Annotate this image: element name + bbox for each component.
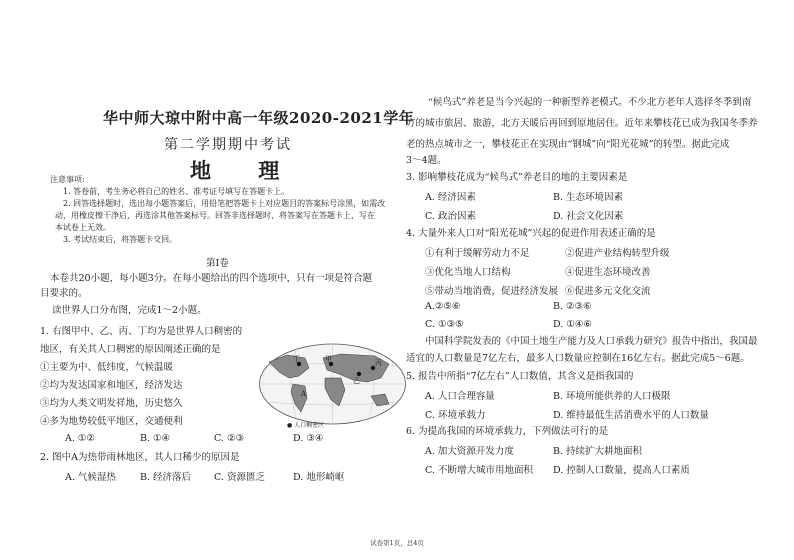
passage1-line: 老的热点城市之一，攀枝花正在实现由“钢城”向“阳光花城”的转型。据此完成 [406, 139, 730, 150]
map-label-yi: 乙 [353, 377, 360, 385]
q5-stem: 5. 报告中所指“7亿左右”人口数值，其含义是指我国的 [406, 371, 634, 382]
q3-option-a[interactable]: A. 经济因素 [425, 192, 476, 203]
q4-statement: ③优化当地人口结构 [425, 267, 511, 278]
q4-statement: ⑥促进多元文化交流 [565, 286, 651, 297]
note-line: 2. 回答选择题时，选出每小题答案后，用铅笔把答题卡上对应题目的答案标号涂黑，如需改 [63, 199, 386, 208]
map-label-bing: 丙 [375, 359, 382, 367]
q2-option-c[interactable]: C. 资源匮乏 [214, 472, 265, 483]
q2-option-b[interactable]: B. 经济落后 [140, 472, 192, 483]
q4-option-a[interactable]: A.②⑤⑥ [425, 301, 461, 312]
q1-statement: ②均为发达国家和地区，经济发达 [40, 380, 183, 391]
passage1-line: 3～4题。 [406, 155, 447, 166]
q4-option-c[interactable]: C. ①③⑤ [425, 319, 464, 330]
note-line: 3. 考试结束后，将答题卡交回。 [63, 235, 178, 244]
map-label-jia: 甲 [325, 355, 332, 363]
q6-option-a[interactable]: A. 加大资源开发力度 [425, 446, 514, 457]
exam-subtitle: 第二学期期中考试 [164, 137, 292, 153]
page-footer: 试卷第1页，总4页 [370, 539, 424, 547]
passage2-line: 适宜的人口数量是7亿左右，最多人口数量应控制在16亿左右。据此完成5～6题。 [406, 353, 750, 364]
passage1-line: “候鸟式”养老是当今兴起的一种新型养老模式。不少北方老年人选择冬季到南 [428, 97, 752, 108]
q4-statement: ②促进产业结构转型升级 [565, 248, 670, 259]
subject-title: 地 理 [190, 158, 300, 183]
q5-option-b[interactable]: B. 环境所能供养的人口极限 [553, 391, 671, 402]
q3-option-d[interactable]: D. 社会文化因素 [553, 211, 624, 222]
reading-instruction: 读世界人口分布图，完成1～2小题。 [52, 305, 207, 316]
q3-stem: 3. 影响攀枝花成为“候鸟式”养老目的地的主要因素是 [406, 172, 628, 183]
passage1-line: 方的城市旅居、旅游，北方天暖后再回到原地居住。近年来攀枝花已成为我国冬季养 [406, 118, 758, 129]
world-map-graphic [257, 340, 408, 432]
q3-option-b[interactable]: B. 生态环境因素 [553, 192, 624, 203]
q4-option-b[interactable]: B. ②③⑥ [553, 301, 592, 312]
map-label-a: A [301, 390, 307, 398]
section-title: 第Ⅰ卷 [206, 258, 229, 269]
q2-stem: 2. 图中A为热带雨林地区，其人口稀少的原因是 [40, 452, 240, 463]
q4-statement: ⑤带动当地消费，促进经济发展 [425, 286, 559, 297]
exam-title: 华中师大琼中附中高一年级2020-2021学年 [103, 109, 415, 127]
q2-option-d[interactable]: D. 地形崎岖 [293, 472, 345, 483]
q6-option-d[interactable]: D. 控制人口数量，提高人口素质 [553, 465, 690, 476]
q6-option-b[interactable]: B. 持续扩大耕地面积 [553, 446, 643, 457]
q4-option-d[interactable]: D. ①④⑥ [553, 319, 592, 330]
q5-option-d[interactable]: D. 维持最低生活消费水平的人口数量 [553, 410, 709, 421]
q1-statement: ③均为人类文明发祥地，历史悠久 [40, 398, 183, 409]
map-label-ding: 丁 [293, 355, 300, 363]
section-intro-cont: 目要求的。 [40, 288, 88, 299]
q5-option-c[interactable]: C. 环境承载力 [425, 410, 486, 421]
q4-statement: ④促进生态环境改善 [565, 267, 651, 278]
note-line: 动，用橡皮擦干净后，再选涂其他答案标号。回答非选择题时，将答案写在答题卡上，写在 [55, 211, 375, 220]
section-intro: 本卷共20小题，每小题3分。在每小题给出的四个选项中，只有一项是符合题 [50, 273, 373, 284]
q1-statement: ①主要为中、低纬度，气候温暖 [40, 362, 174, 373]
q1-stem: 1. 右图甲中、乙、丙、丁均为是世界人口稠密的 [40, 326, 243, 337]
q1-option-d[interactable]: D. ③④ [293, 433, 324, 444]
q4-statement: ①有利于缓解劳动力不足 [425, 248, 530, 259]
q1-stem-cont: 地区，有关其人口稠密的原因阐述正确的是 [40, 344, 221, 355]
q1-option-c[interactable]: C. ②③ [214, 433, 245, 444]
map-legend: ● 人口稠密区 [287, 422, 325, 429]
q3-option-c[interactable]: C. 政治因素 [425, 211, 476, 222]
q5-option-a[interactable]: A. 人口合理容量 [425, 391, 495, 402]
q4-stem: 4. 大量外来人口对“阳光花城”兴起的促进作用表述正确的是 [406, 228, 656, 239]
note-line: 1. 答卷前，考生务必将自己的姓名、准考证号填写在答题卡上。 [63, 187, 290, 196]
q6-option-c[interactable]: C. 不断增大城市用地面积 [425, 465, 533, 476]
q2-option-a[interactable]: A. 气候湿热 [65, 472, 116, 483]
q1-statement: ④多为地势较低平地区，交通便利 [40, 416, 183, 427]
q6-stem: 6. 为提高我国的环境承载力，下列做法可行的是 [406, 426, 609, 437]
world-population-map [257, 340, 408, 432]
q1-option-a[interactable]: A. ①② [65, 433, 95, 444]
note-line: 本试卷上无效。 [55, 223, 111, 232]
passage2-line: 中国科学院发表的《中国土地生产能力及人口承载力研究》报告中指出，我国最 [425, 336, 758, 347]
notes-heading: 注意事项: [50, 175, 85, 184]
q1-option-b[interactable]: B. ①④ [140, 433, 171, 444]
